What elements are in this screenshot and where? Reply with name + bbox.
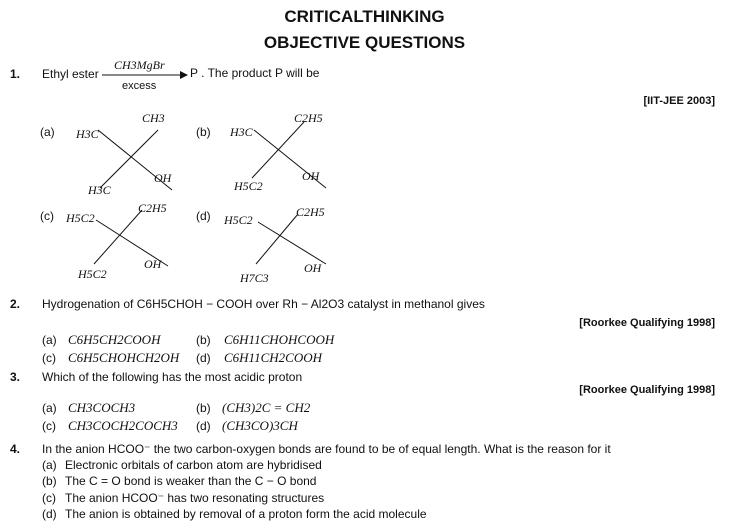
question-3-source: [Roorkee Qualifying 1998] <box>579 384 715 396</box>
option-2a-text: C6H5CH2COOH <box>68 332 161 347</box>
option-1c-structure <box>30 196 200 288</box>
option-4a-label: (a) <box>42 458 57 472</box>
option-3c-text: CH3COCH2COCH3 <box>68 418 178 433</box>
question-1-source: [IIT-JEE 2003] <box>643 95 715 107</box>
question-1-text-suffix: P . The product P will be <box>190 66 320 80</box>
reaction-arrow <box>100 55 190 95</box>
option-4d-label: (d) <box>42 507 57 521</box>
option-label: (c) <box>40 209 54 223</box>
option-3a-text: CH3COCH3 <box>68 400 136 415</box>
option-4c-label: (c) <box>42 491 56 505</box>
option-1d-structure <box>190 196 360 288</box>
option-3a-label: (a) <box>42 401 57 415</box>
left-group: H5C2 <box>224 213 253 227</box>
right-group: OH <box>154 171 172 185</box>
left-group: H5C2 <box>66 211 95 225</box>
option-2d-text: C6H11CH2COOH <box>224 350 322 365</box>
bottom-group: H7C3 <box>240 271 269 285</box>
question-1-number: 1. <box>10 67 21 81</box>
option-2b-label: (b) <box>196 333 211 347</box>
question-3-number: 3. <box>10 370 21 384</box>
page-title: CRITICALTHINKING <box>284 7 445 26</box>
question-4-text: In the anion HCOO⁻ the two carbon-oxygen bonds are found to be of equal length. What is the reason for it <box>42 442 611 456</box>
question-1-text-prefix: Ethyl ester <box>42 67 99 81</box>
page-subtitle: OBJECTIVE QUESTIONS <box>263 33 466 52</box>
option-4b-text: The C = O bond is weaker than the C − O bond <box>65 474 317 488</box>
option-1b-structure <box>190 108 360 198</box>
option-3b-text: (CH3)2C = CH2 <box>222 400 311 415</box>
right-group: OH <box>304 261 322 275</box>
top-group: C2H5 <box>294 111 323 125</box>
option-3c-label: (c) <box>42 419 56 433</box>
option-label: (b) <box>196 125 211 139</box>
option-4d-text: The anion is obtained by removal of a proton form the acid molecule <box>65 507 427 521</box>
right-group: OH <box>144 257 162 271</box>
option-2d-label: (d) <box>196 351 211 365</box>
option-label: (a) <box>40 125 55 139</box>
option-3b-label: (b) <box>196 401 211 415</box>
option-label: (d) <box>196 209 211 223</box>
left-group: H3C <box>230 125 253 139</box>
option-1a-structure <box>30 108 200 198</box>
option-2a-label: (a) <box>42 333 57 347</box>
question-2-source: [Roorkee Qualifying 1998] <box>579 317 715 329</box>
bottom-group: H3C <box>88 183 111 197</box>
option-2b-text: C6H11CHOHCOOH <box>224 332 335 347</box>
option-2c-text: C6H5CHOHCH2OH <box>68 350 180 365</box>
option-2c-label: (c) <box>42 351 56 365</box>
question-4-number: 4. <box>10 442 21 456</box>
option-3d-label: (d) <box>196 419 211 433</box>
question-2-text: Hydrogenation of C6H5CHOH − COOH over Rh − Al2O3 catalyst in methanol gives <box>42 297 485 311</box>
bottom-group: H5C2 <box>78 267 107 281</box>
left-group: H3C <box>76 127 99 141</box>
reagent-top: CH3MgBr <box>114 58 165 72</box>
bottom-group: H5C2 <box>234 179 263 193</box>
option-4c-text: The anion HCOO⁻ has two resonating structures <box>65 491 325 505</box>
option-3d-text: (CH3CO)3CH <box>222 418 298 433</box>
top-group: CH3 <box>142 111 165 125</box>
top-group: C2H5 <box>296 205 325 219</box>
question-2-number: 2. <box>10 297 21 311</box>
right-group: OH <box>302 169 320 183</box>
option-4a-text: Electronic orbitals of carbon atom are hybridised <box>65 458 322 472</box>
question-3-text: Which of the following has the most acidic proton <box>42 370 303 384</box>
option-4b-label: (b) <box>42 474 57 488</box>
top-group: C2H5 <box>138 201 167 215</box>
reagent-bottom: excess <box>122 80 157 92</box>
